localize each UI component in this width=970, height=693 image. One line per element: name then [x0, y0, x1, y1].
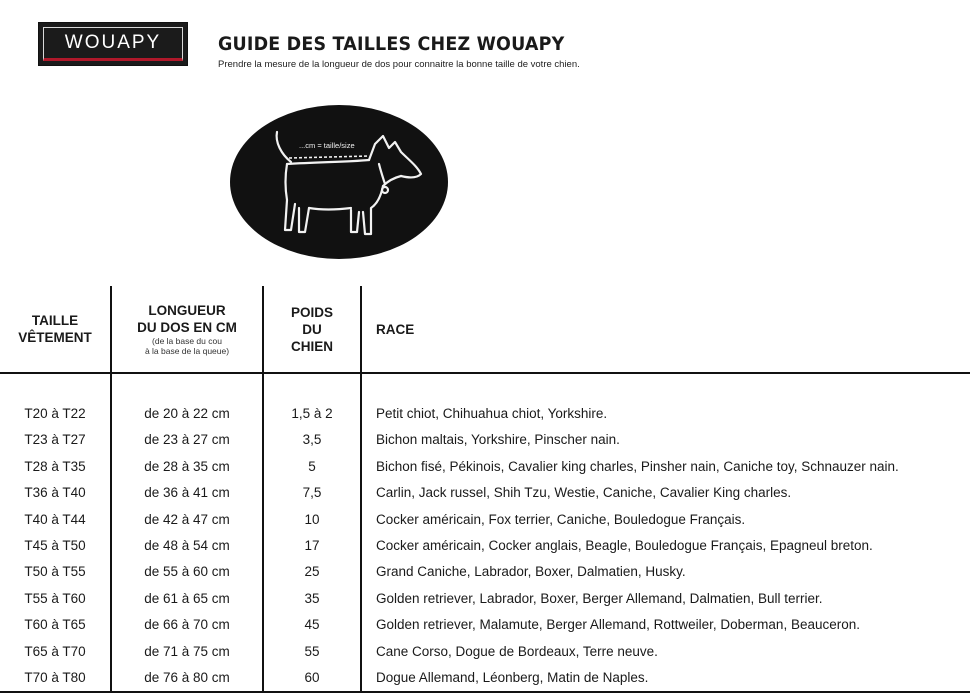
cell-length: de 55 à 60 cm	[111, 559, 263, 585]
cell-breed: Bichon maltais, Yorkshire, Pinscher nain.	[376, 432, 620, 448]
cell-length: de 48 à 54 cm	[111, 532, 263, 558]
cell-length: de 71 à 75 cm	[111, 638, 263, 664]
cell-weight: 7,5	[263, 480, 361, 506]
cell-weight: 35	[263, 585, 361, 611]
table-row	[0, 664, 970, 691]
cell-breed: Golden retriever, Labrador, Boxer, Berger Allemand, Dalmatien, Bull terrier.	[376, 590, 823, 606]
header-size-line-1: TAILLE	[31, 313, 79, 328]
header-weight-line-3: CHIEN	[290, 338, 333, 354]
table-row	[0, 427, 970, 453]
header-weight	[263, 286, 361, 373]
cell-weight: 17	[263, 532, 361, 558]
cell-length: de 42 à 47 cm	[111, 506, 263, 532]
table-row	[0, 559, 970, 585]
logo-text: WOUAPY	[64, 32, 162, 53]
cell-length: de 66 à 70 cm	[111, 612, 263, 638]
cell-size: T20 à T22	[0, 400, 111, 426]
table-row	[0, 480, 970, 506]
cell-size: T60 à T65	[0, 612, 111, 638]
measure-label: ...cm = taille/size	[299, 141, 355, 150]
cell-size: T36 à T40	[0, 480, 111, 506]
header-size	[0, 286, 111, 373]
cell-length: de 36 à 41 cm	[111, 480, 263, 506]
cell-length: de 61 à 65 cm	[111, 585, 263, 611]
table-spacer	[0, 373, 970, 400]
cell-size: T70 à T80	[0, 664, 111, 691]
cell-weight: 25	[263, 559, 361, 585]
cell-breed: Dogue Allemand, Léonberg, Matin de Naples.	[361, 664, 970, 691]
cell-weight: 10	[263, 506, 361, 532]
cell-size: T40 à T44	[0, 506, 111, 532]
table-row	[0, 506, 970, 532]
cell-breed: Cocker américain, Cocker anglais, Beagle, Bouledogue Français, Epagneul breton.	[376, 538, 873, 554]
cell-breed: Carlin, Jack russel, Shih Tzu, Westie, Caniche, Cavalier King charles.	[376, 485, 792, 501]
table-row	[0, 585, 970, 611]
header-weight-line-2: DU	[302, 321, 322, 337]
cell-weight: 45	[263, 612, 361, 638]
cell-weight: 1,5 à 2	[263, 400, 361, 426]
header-length	[111, 286, 263, 373]
cell-breed: Cocker américain, Fox terrier, Caniche, Bouledogue Français.	[376, 511, 746, 527]
cell-length: de 20 à 22 cm	[111, 400, 263, 426]
table-row	[0, 400, 970, 426]
cell-breed: Golden retriever, Malamute, Berger Allemand, Rottweiler, Doberman, Beauceron.	[376, 617, 860, 633]
cell-weight: 60	[263, 664, 361, 691]
header-length-line-1: LONGUEUR	[148, 303, 226, 318]
table-row	[0, 532, 970, 558]
logo-frame	[43, 27, 183, 61]
dog-measure-icon	[229, 104, 449, 260]
cell-weight: 55	[263, 638, 361, 664]
header-weight-line-1: POIDS	[290, 304, 333, 320]
header-length-line-2: DU DOS EN CM	[137, 320, 237, 335]
cell-length: de 28 à 35 cm	[111, 453, 263, 479]
cell-breed: Cane Corso, Dogue de Bordeaux, Terre neuve.	[376, 643, 658, 659]
header-length-note-2: à la base de la queue)	[144, 346, 230, 356]
table-row	[0, 453, 970, 479]
cell-breed: Bichon fisé, Pékinois, Cavalier king charles, Pinsher nain, Caniche toy, Schnauzer nain.	[376, 458, 899, 474]
header-length-note-1: (de la base du cou	[152, 336, 222, 346]
cell-size: T50 à T55	[0, 559, 111, 585]
cell-size: T45 à T50	[0, 532, 111, 558]
cell-size: T28 à T35	[0, 453, 111, 479]
table-header-row	[0, 286, 970, 373]
cell-size: T23 à T27	[0, 427, 111, 453]
size-guide-table	[0, 286, 970, 693]
page-subtitle: Prendre la mesure de la longueur de dos pour connaitre la bonne taille de votre chien.	[218, 59, 580, 70]
wouapy-logo	[38, 22, 188, 66]
page-title: GUIDE DES TAILLES CHEZ WOUAPY	[218, 33, 565, 55]
cell-weight: 3,5	[263, 427, 361, 453]
cell-breed: Petit chiot, Chihuahua chiot, Yorkshire.	[376, 406, 608, 422]
cell-length: de 23 à 27 cm	[111, 427, 263, 453]
cell-size: T55 à T60	[0, 585, 111, 611]
cell-size: T65 à T70	[0, 638, 111, 664]
table-row	[0, 612, 970, 638]
header-size-line-2: VÊTEMENT	[18, 330, 92, 345]
cell-breed: Grand Caniche, Labrador, Boxer, Dalmatien, Husky.	[376, 564, 686, 580]
cell-weight: 5	[263, 453, 361, 479]
cell-length: de 76 à 80 cm	[111, 664, 263, 691]
header-breed: RACE	[376, 321, 415, 337]
table-row	[0, 638, 970, 664]
